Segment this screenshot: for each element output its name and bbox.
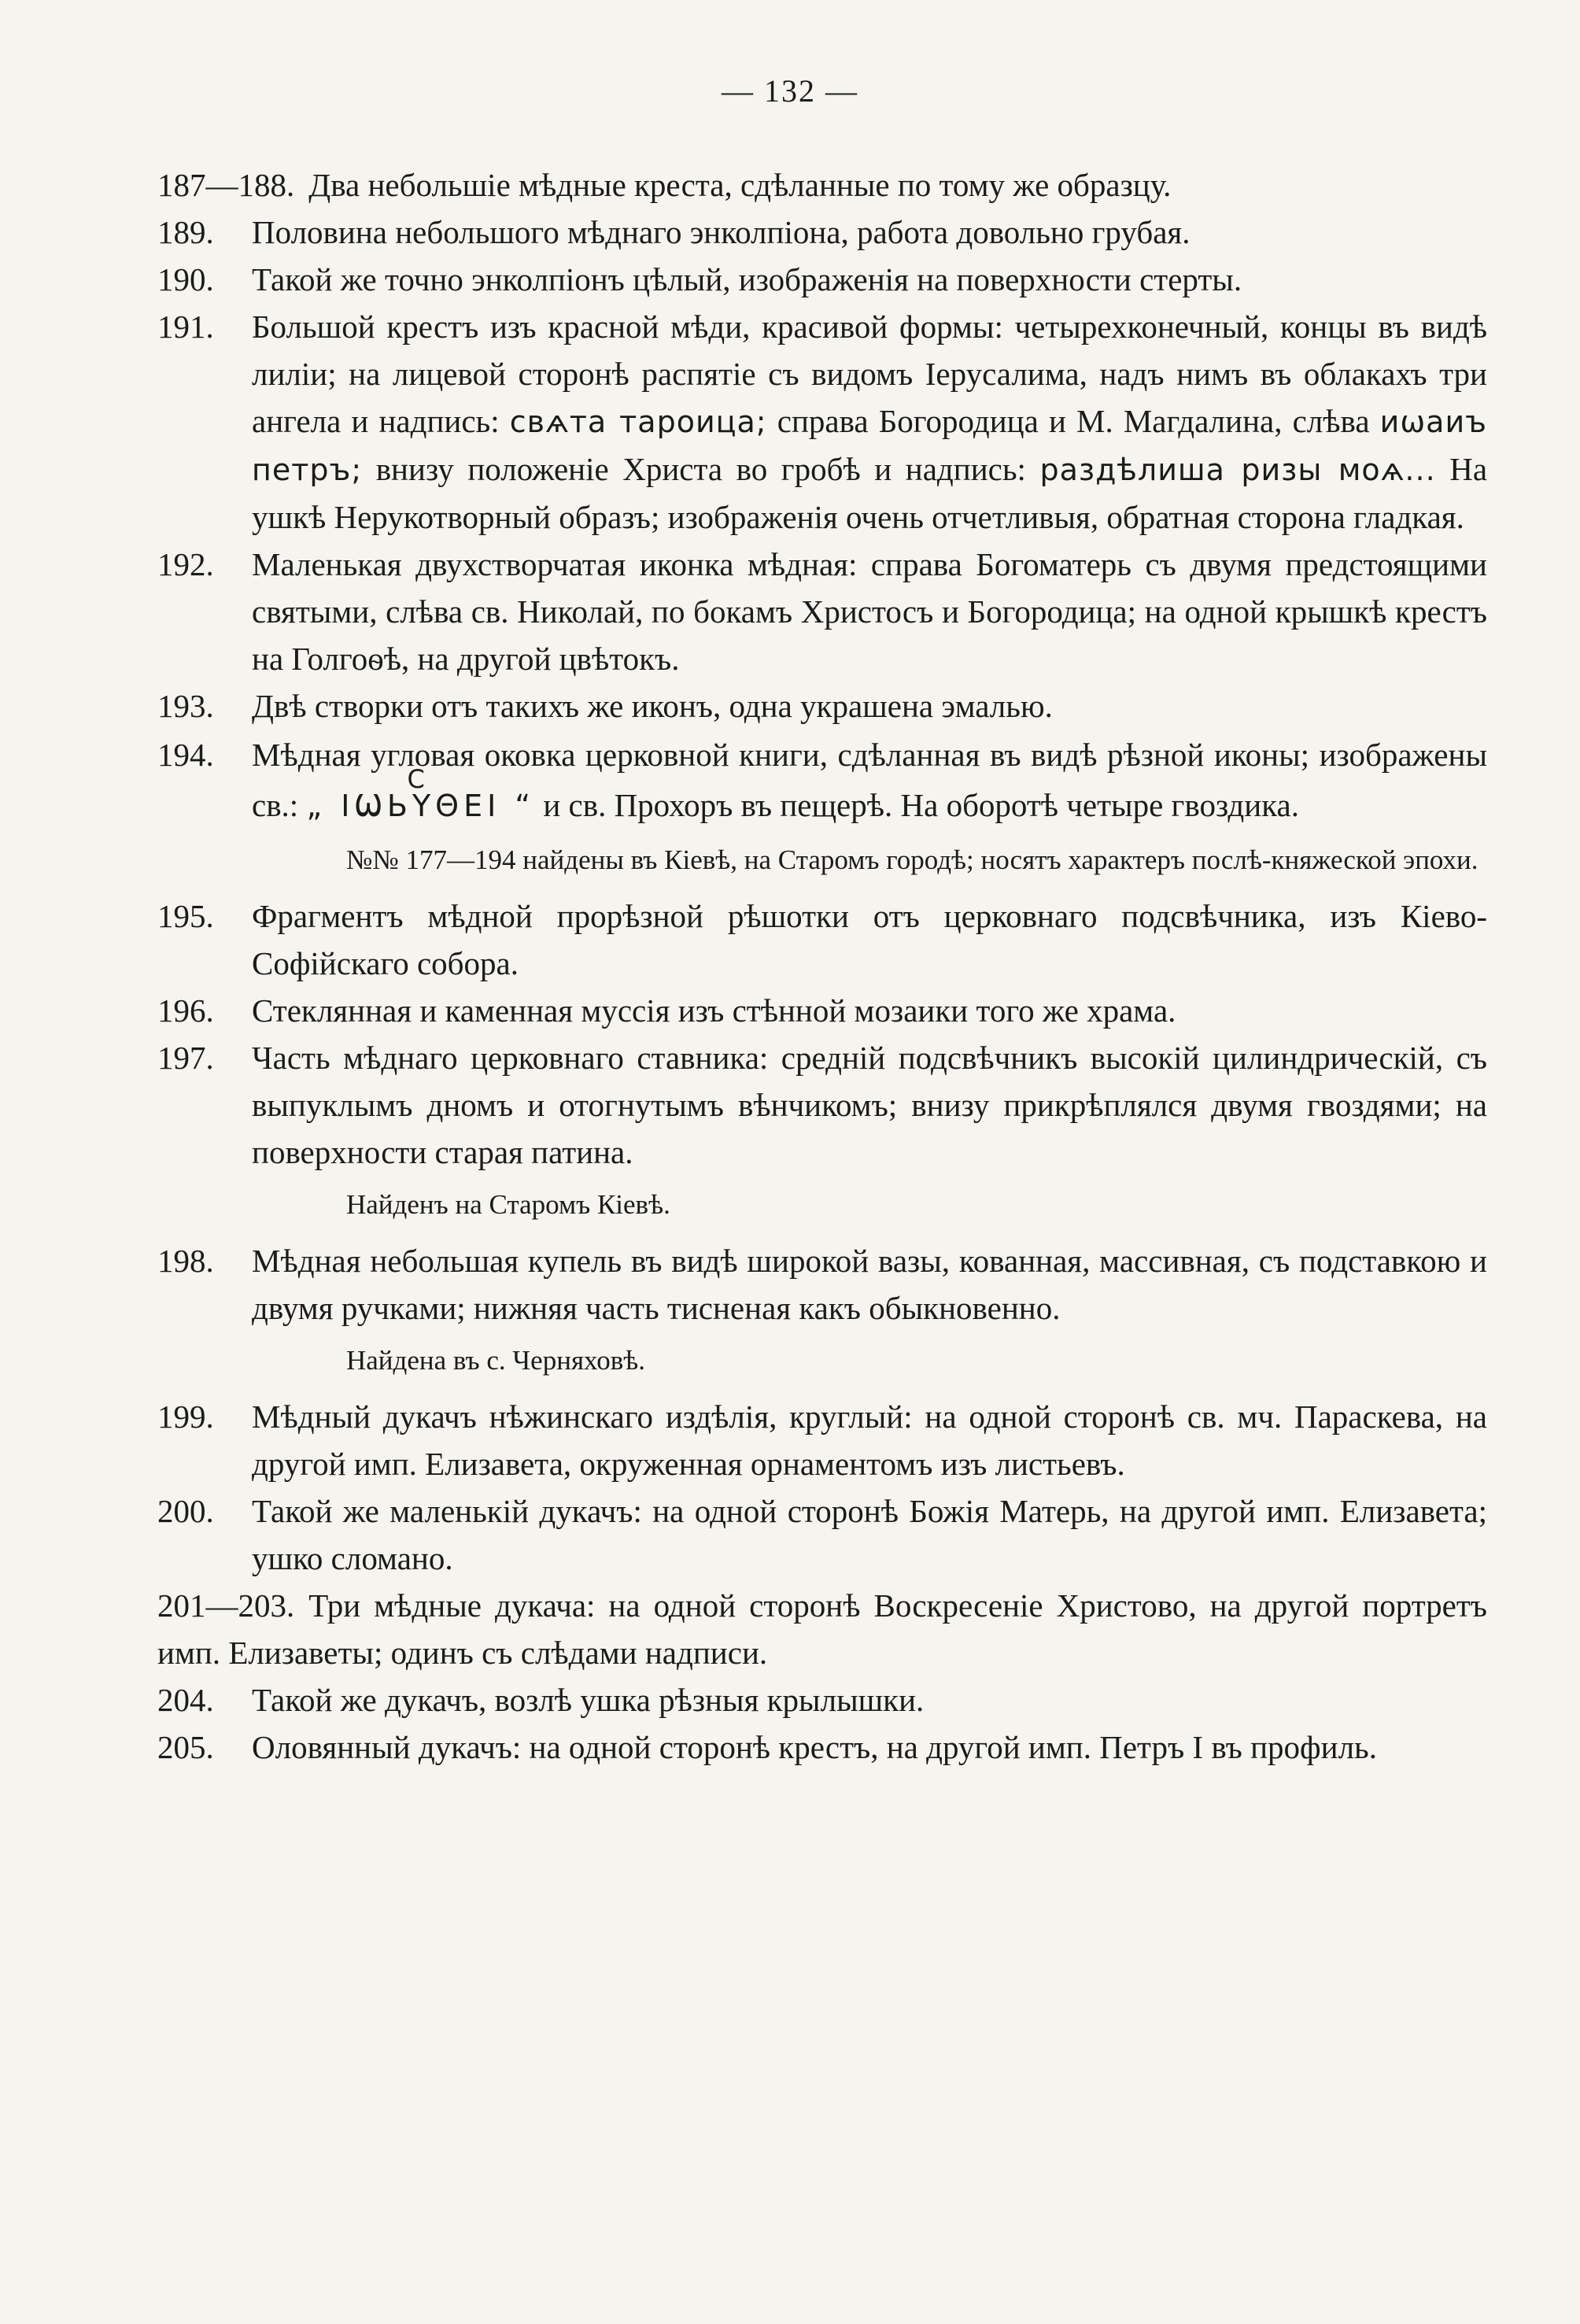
entry-text: На ушкѣ Нерукотворный образъ; изображенія очень отчетливыя, обратная сторона гладкая.	[252, 451, 1488, 535]
entry-192	[157, 541, 1487, 682]
provenance-note: Найденъ на Старомъ Кіевѣ.	[346, 1189, 670, 1220]
entry-text: Большой крестъ изъ красной мѣди, красивой формы: четырехконечный, концы въ видѣ лиліи; на лицевой сторонѣ распятіе съ видомъ Іерусалима, надъ нимъ въ облакахъ три ангела и надпись:	[252, 309, 1487, 439]
entry-189	[157, 209, 1487, 256]
entry-195	[157, 892, 1487, 987]
catalog-text	[157, 161, 1487, 1771]
entry-number: 194.	[157, 737, 214, 773]
entry-number: 191.	[157, 309, 214, 345]
entry-number: 197.	[157, 1040, 214, 1076]
entry-number: 198.	[157, 1243, 214, 1279]
inscription-text: раздѣлиша ризы моѧ...	[1039, 453, 1436, 487]
entry-191	[157, 303, 1487, 541]
entry-text: и св. Прохоръ въ пещерѣ. На оборотѣ четыре гвоздика.	[543, 787, 1299, 823]
entry-text: справа Богородица и М. Магдалина, слѣва	[777, 403, 1370, 439]
entry-text: Половина небольшого мѣднаго энколпіона, работа довольно грубая.	[252, 214, 1191, 250]
provenance-note: Найдена въ с. Черняховѣ.	[346, 1345, 645, 1376]
entry-text: Мѣдный дукачъ нѣжинскаго издѣлія, круглый: на одной сторонѣ св. мч. Параскева, на другой имп. Елизавета, окруженная орнаментомъ изъ листьевъ.	[252, 1398, 1487, 1482]
entry-190	[157, 256, 1487, 303]
entry-text: Оловянный дукачъ: на одной сторонѣ крестъ, на другой имп. Петръ I въ профиль.	[252, 1729, 1377, 1765]
entry-204	[157, 1676, 1487, 1724]
entry-number: 195.	[157, 898, 214, 934]
entry-187-188	[157, 161, 1487, 209]
greek-inscription: С „ IѠЬΥΘΕΙ “	[306, 789, 535, 823]
entry-197	[157, 1034, 1487, 1176]
entry-text: Три мѣдные дукача: на одной сторонѣ Воскресеніе Христово, на другой портретъ имп. Елизаветы; одинъ съ слѣдами надписи.	[157, 1587, 1487, 1671]
entry-text: Такой же точно энколпіонъ цѣлый, изображенія на поверхности стерты.	[252, 261, 1242, 297]
entry-200	[157, 1487, 1487, 1582]
entry-text: Мѣдная небольшая купель въ видѣ широкой вазы, кованная, массивная, съ подставкою и двумя ручками; нижняя часть тисненая какъ обыкновенно.	[252, 1243, 1487, 1326]
entry-text: Такой же маленькій дукачъ: на одной сторонѣ Божія Матерь, на другой имп. Елизавета; ушко сломано.	[252, 1493, 1487, 1576]
entry-text: Часть мѣднаго церковнаго ставника: средній подсвѣчникъ высокій цилиндрическій, съ выпуклымъ дномъ и отогнутымъ вѣнчикомъ; внизу прикрѣплялся двумя гвоздями; на поверхности старая патина.	[252, 1040, 1487, 1170]
entry-text: Фрагментъ мѣдной прорѣзной рѣшотки отъ церковнаго подсвѣчника, изъ Кіево-Софійскаго собора.	[252, 898, 1487, 981]
entry-number: 189.	[157, 214, 214, 250]
entry-text: Стеклянная и каменная муссія изъ стѣнной мозаики того же храма.	[252, 992, 1176, 1029]
provenance-note: №№ 177—194 найдены въ Кіевѣ, на Старомъ городѣ; носятъ характеръ послѣ-княжеской эпохи.	[346, 844, 1478, 875]
inscription-text: иѡаиъ петръ;	[252, 405, 1488, 487]
entry-text: Два небольшіе мѣдные креста, сдѣланные по тому же образцу.	[308, 167, 1172, 203]
entry-text: внизу положеніе Христа во гробѣ и надпись:	[375, 451, 1026, 487]
entry-196	[157, 987, 1487, 1034]
entry-text: Двѣ створки отъ такихъ же иконъ, одна украшена эмалью.	[252, 688, 1053, 724]
page-number: — 132 —	[722, 73, 858, 109]
entry-number: 187—188.	[157, 167, 295, 203]
entry-number: 190.	[157, 261, 214, 297]
entry-text: Мѣдная угловая оковка церковной книги, сдѣланная въ видѣ рѣзной иконы; изображены св.:	[252, 737, 1487, 823]
entry-205	[157, 1724, 1487, 1771]
inscription-text: свѧта тароица;	[509, 405, 767, 439]
entry-number: 199.	[157, 1398, 214, 1435]
entry-number: 205.	[157, 1729, 214, 1765]
entry-198	[157, 1237, 1487, 1332]
entry-194	[157, 730, 1487, 831]
entry-text: Такой же дукачъ, возлѣ ушка рѣзныя крылышки.	[252, 1682, 925, 1718]
entry-number: 200.	[157, 1493, 214, 1529]
entry-193	[157, 682, 1487, 730]
entry-number: 193.	[157, 688, 214, 724]
entry-text: Маленькая двухстворчатая иконка мѣдная: справа Богоматерь съ двумя предстоящими святыми, слѣва св. Николай, по бокамъ Христосъ и Богородица; на одной крышкѣ крестъ на Голгоѳѣ, на другой цвѣтокъ.	[252, 546, 1487, 677]
entry-number: 204.	[157, 1682, 214, 1718]
entry-number: 192.	[157, 546, 214, 582]
entry-number: 196.	[157, 992, 214, 1029]
entry-199	[157, 1393, 1487, 1487]
entry-number: 201—203.	[157, 1587, 295, 1624]
entry-201-203	[157, 1582, 1487, 1676]
